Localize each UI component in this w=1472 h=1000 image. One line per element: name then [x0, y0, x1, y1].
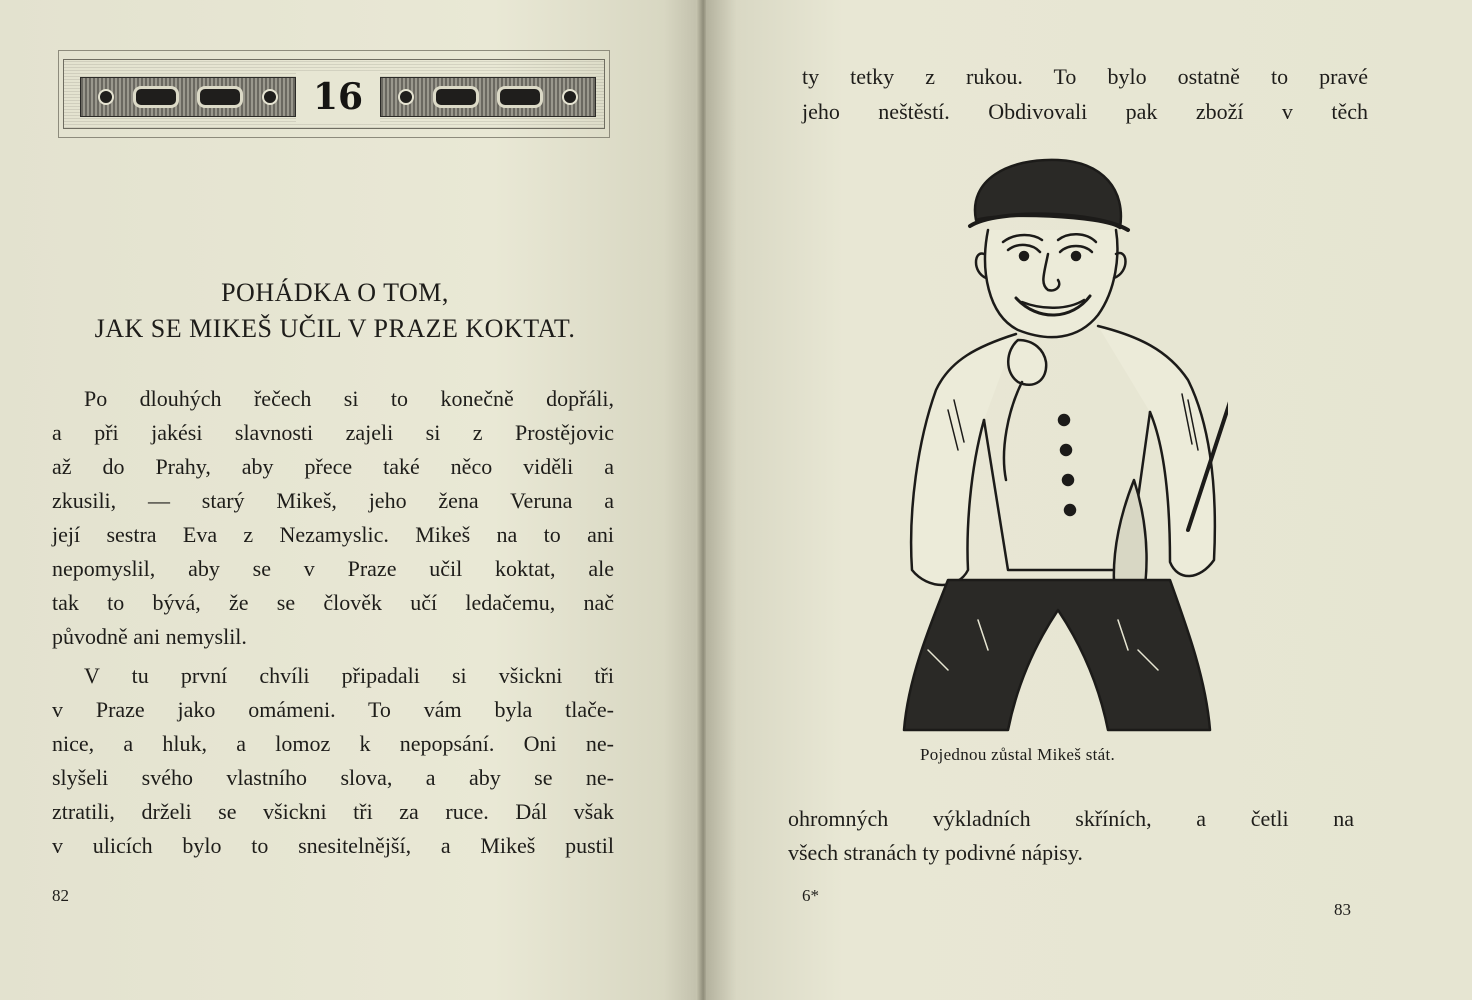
body-line: slyšeli svého vlastního slova, a aby se ne- — [52, 765, 614, 790]
illustration-caption: Pojednou zůstal Mikeš stát. — [920, 745, 1116, 764]
body-line: ty tetky z rukou. To bylo ostatně to pravé — [802, 64, 1368, 89]
mikes-illustration — [888, 150, 1228, 740]
body-line: ztratili, drželi se všickni tři za ruce. Dál však — [52, 799, 614, 824]
ornament-dot-icon — [98, 89, 114, 105]
body-line: původně ani nemyslil. — [52, 624, 247, 649]
body-line: a při jakési slavnosti zajeli si z Prostějovic — [52, 420, 614, 445]
body-line: jeho neštěstí. Obdivovali pak zboží v těch — [802, 99, 1368, 124]
ornament-band-right — [380, 77, 596, 117]
body-line: V tu první chvíli připadali si všickni tři — [84, 663, 614, 688]
chapter-title-line-2: JAK SE MIKEŠ UČIL V PRAZE KOKTAT. — [94, 314, 576, 343]
body-line: její sestra Eva z Nezamyslic. Mikeš na to ani — [52, 522, 614, 547]
chapter-number: 16 — [296, 72, 380, 122]
body-line: tak to bývá, že se člověk učí ledačemu, nač — [52, 590, 614, 615]
printer-signature-mark: 6* — [802, 886, 819, 905]
ornament-dot-icon — [398, 89, 414, 105]
page-number-right: 83 — [1334, 900, 1351, 919]
body-line: v ulicích bylo to snesitelnější, a Mikeš pustil — [52, 833, 614, 858]
chapter-header-ornament — [63, 59, 605, 129]
page-number-left: 82 — [52, 886, 69, 905]
body-line: nice, a hluk, a lomoz k nepopsání. Oni ne- — [52, 731, 614, 756]
body-line: zkusili, — starý Mikeš, jeho žena Veruna a — [52, 488, 614, 513]
left-page — [0, 0, 706, 1000]
body-line: všech stranách ty podivné nápisy. — [788, 840, 1083, 865]
ornament-link-icon — [197, 86, 243, 108]
body-line: v Praze jako omámeni. To vám byla tlače- — [52, 697, 614, 722]
ornament-link-icon — [433, 86, 479, 108]
ornament-link-icon — [133, 86, 179, 108]
body-line: až do Prahy, aby přece také něco viděli a — [52, 454, 614, 479]
ornament-dot-icon — [262, 89, 278, 105]
chapter-title-line-1: POHÁDKA O TOM, — [221, 278, 449, 307]
ornament-dot-icon — [562, 89, 578, 105]
body-line: nepomyslil, aby se v Praze učil koktat, ale — [52, 556, 614, 581]
ornament-link-icon — [497, 86, 543, 108]
body-line: ohromných výkladních skříních, a četli na — [788, 806, 1354, 831]
ornament-band-left — [80, 77, 296, 117]
chapter-header — [58, 50, 610, 138]
body-line: Po dlouhých řečech si to konečně dopřáli, — [84, 386, 614, 411]
